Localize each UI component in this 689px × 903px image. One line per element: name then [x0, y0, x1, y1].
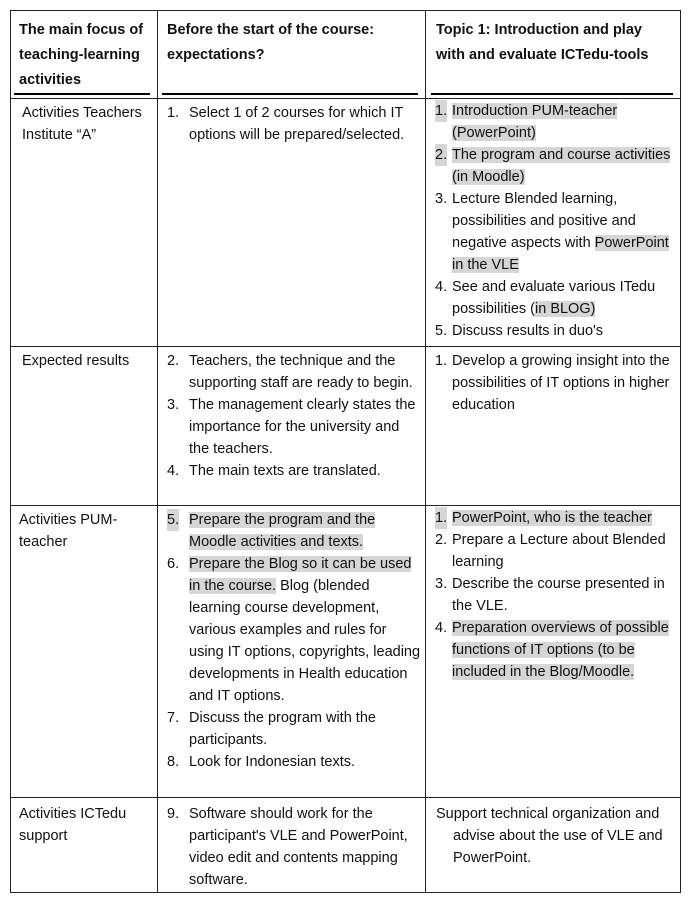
- list-item: 3. Lecture Blended learning, possibilities and positive and negative aspects with PowerPoint in the VLE: [435, 191, 669, 273]
- list-item: 1. Select 1 of 2 courses for which IT options will be prepared/selected.: [167, 105, 405, 143]
- header-underline-col3: [431, 93, 673, 95]
- list-item: 2. Teachers, the technique and the supporting staff are ready to begin.: [167, 353, 413, 391]
- header-underline-col2: [162, 93, 418, 95]
- list-item: 4. The main texts are translated.: [167, 463, 381, 479]
- header-focus: The main focus of teaching-learning activities: [19, 22, 144, 88]
- list-item: 6. Prepare the Blog so it can be used in the course. Blog (blended learning course development, various examples and rules for using IT options, copyrights, leading developments in Health education and IT options.: [167, 556, 421, 704]
- table-right-border: [680, 10, 681, 893]
- row4-topic1: [436, 803, 676, 869]
- row-label-pum-teacher: Activities PUM-teacher: [19, 512, 118, 550]
- row1-expectations: [167, 102, 421, 146]
- table-bottom-border: [10, 892, 680, 893]
- list-item: 7. Discuss the program with the participants.: [167, 710, 376, 748]
- row-divider-2: [10, 346, 680, 347]
- row-divider-4: [10, 797, 680, 798]
- row1-topic1: [435, 100, 672, 342]
- list-item: 2. Prepare a Lecture about Blended learning: [435, 532, 666, 570]
- support-text: Support technical organization and advise about the use of VLE and PowerPoint.: [436, 806, 663, 866]
- column-divider-1: [157, 10, 158, 893]
- list-item: 3. Describe the course presented in the VLE.: [435, 576, 665, 614]
- list-item: 1. Introduction PUM-teacher (PowerPoint): [435, 100, 672, 144]
- table-left-border: [10, 10, 11, 893]
- row-label-teachers-institute: Activities Teachers Institute “A”: [22, 105, 142, 143]
- list-item: 1. PowerPoint, who is the teacher: [435, 507, 672, 529]
- list-item: 2. The program and course activities (in Moodle): [435, 144, 672, 188]
- list-item: 5. Discuss results in duo's: [435, 323, 604, 339]
- row-divider-3: [10, 505, 680, 506]
- list-item: 3. The management clearly states the importance for the university and the teachers.: [167, 397, 416, 457]
- row4-expectations: [167, 803, 421, 891]
- row-label-ictedu-support: Activities ICTedu support: [19, 806, 127, 844]
- row3-topic1: [435, 507, 672, 683]
- list-item: 4. See and evaluate various ITedu possibilities (in BLOG): [435, 279, 656, 317]
- list-item: 8. Look for Indonesian texts.: [167, 754, 356, 770]
- row-label-expected-results: Expected results: [22, 353, 130, 369]
- list-item: 4. Preparation overviews of possible functions of IT options (to be included in the Blog/Moodle.: [435, 620, 669, 680]
- list-item: 1. Develop a growing insight into the possibilities of IT options in higher education: [435, 353, 670, 413]
- row-divider-1: [10, 98, 680, 99]
- list-item: 5. Prepare the program and the Moodle activities and texts.: [167, 509, 421, 553]
- row2-expectations: [167, 350, 421, 482]
- column-divider-2: [425, 10, 426, 893]
- header-topic1: Topic 1: Introduction and play with and evaluate ICTedu-tools: [436, 22, 649, 63]
- row2-topic1: [435, 350, 672, 416]
- header-expectations: Before the start of the course: expectations?: [167, 22, 375, 63]
- list-item: 9. Software should work for the participant's VLE and PowerPoint, video edit and contents mapping software.: [167, 806, 408, 888]
- row3-expectations: [167, 509, 421, 773]
- header-underline-col1: [14, 93, 150, 95]
- table-top-border: [10, 10, 680, 11]
